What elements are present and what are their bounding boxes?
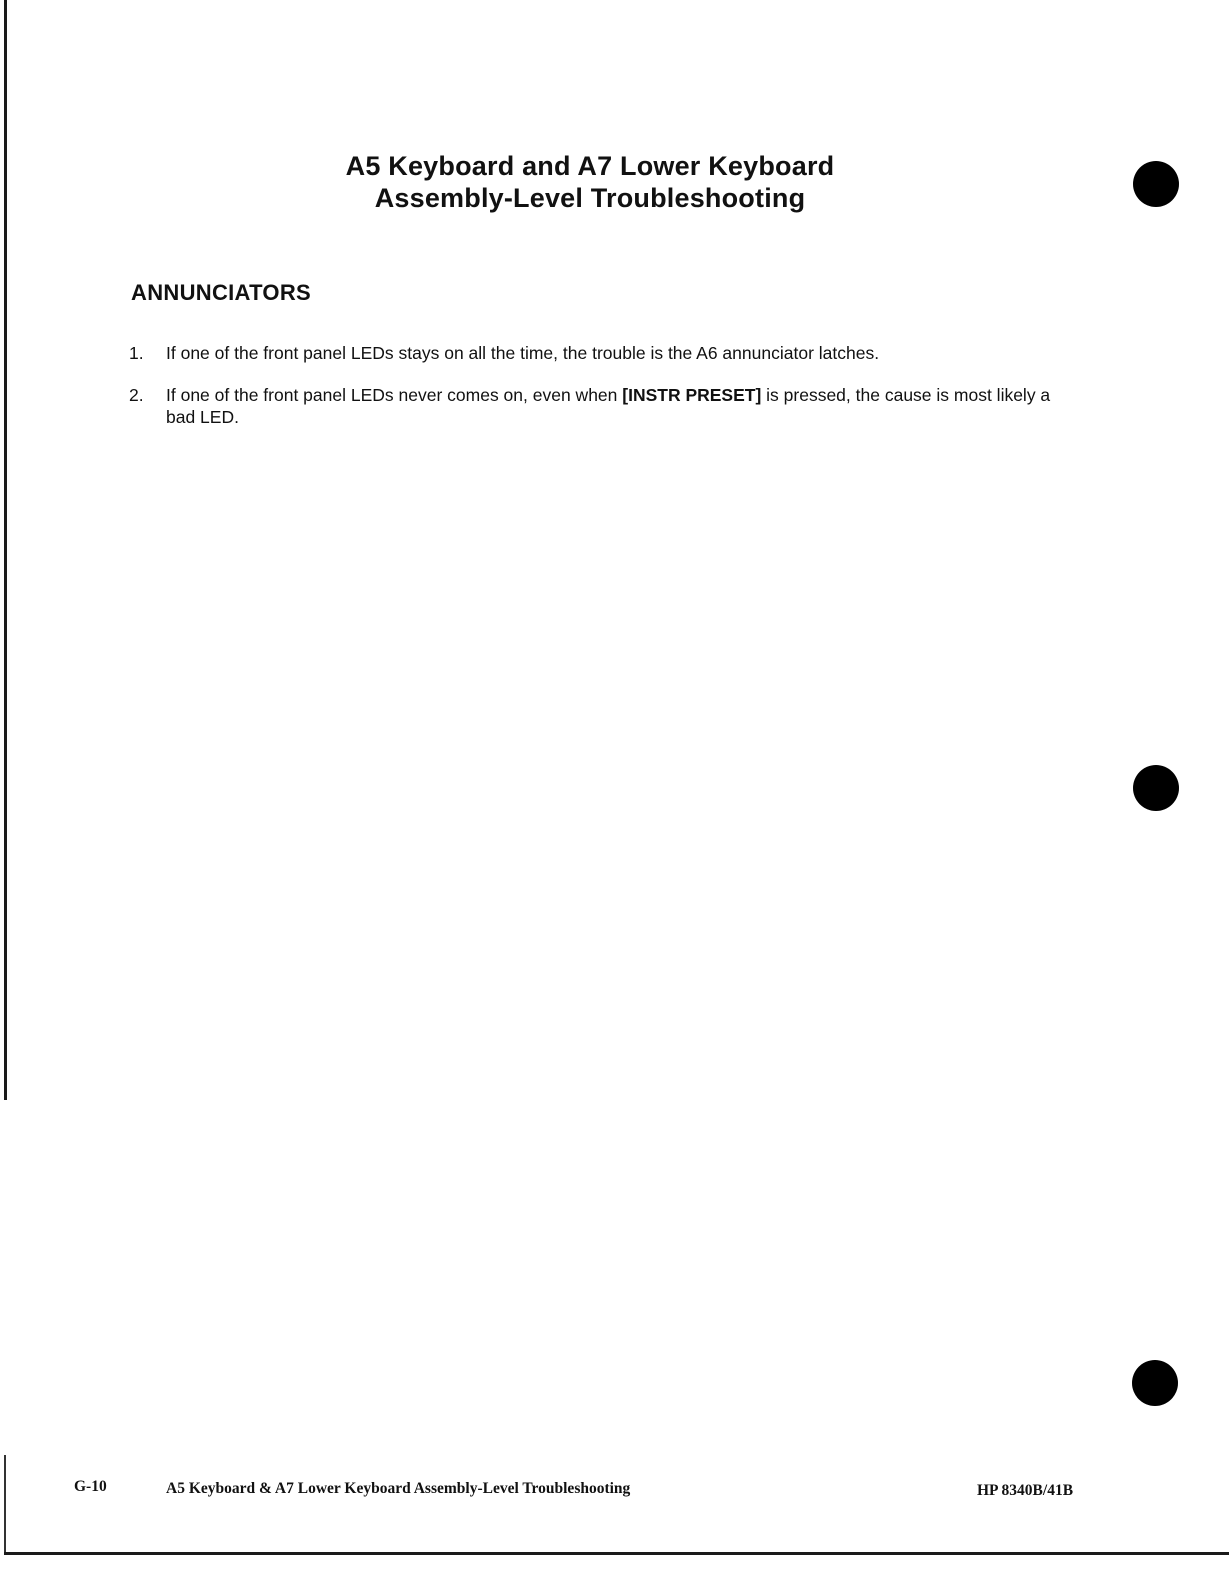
- annunciator-steps-list: [129, 342, 1069, 448]
- binder-hole-top: [1133, 161, 1179, 207]
- footer-model-number: HP 8340B/41B: [977, 1482, 1074, 1499]
- footer-running-title: A5 Keyboard & A7 Lower Keyboard Assembly-Level Troubleshooting: [166, 1480, 631, 1497]
- list-item-number: 2.: [129, 385, 144, 405]
- instr-preset-key-label: [INSTR PRESET]: [622, 385, 762, 405]
- page-title-line-2: Assembly-Level Troubleshooting: [374, 183, 806, 213]
- bottom-rule: [4, 1552, 1229, 1555]
- list-item-text-after-key: is pressed, the cause is most likely a bad LED.: [166, 385, 1051, 427]
- binder-hole-middle: [1133, 765, 1179, 811]
- scan-edge-line-lower: [4, 1455, 6, 1555]
- list-item-number: 1.: [129, 343, 144, 363]
- list-item: [129, 342, 1069, 364]
- footer-page-number: G-10: [74, 1478, 107, 1495]
- list-item-text: If one of the front panel LEDs stays on all the time, the trouble is the A6 annunciator latches.: [166, 343, 880, 363]
- list-item: [129, 384, 1069, 428]
- section-heading: ANNUNCIATORS: [131, 280, 312, 305]
- list-item-text-before-key: If one of the front panel LEDs never comes on, even when: [166, 385, 623, 405]
- page-title-line-1: A5 Keyboard and A7 Lower Keyboard: [345, 151, 835, 181]
- binder-hole-bottom: [1132, 1360, 1178, 1406]
- page-title: [0, 150, 1180, 214]
